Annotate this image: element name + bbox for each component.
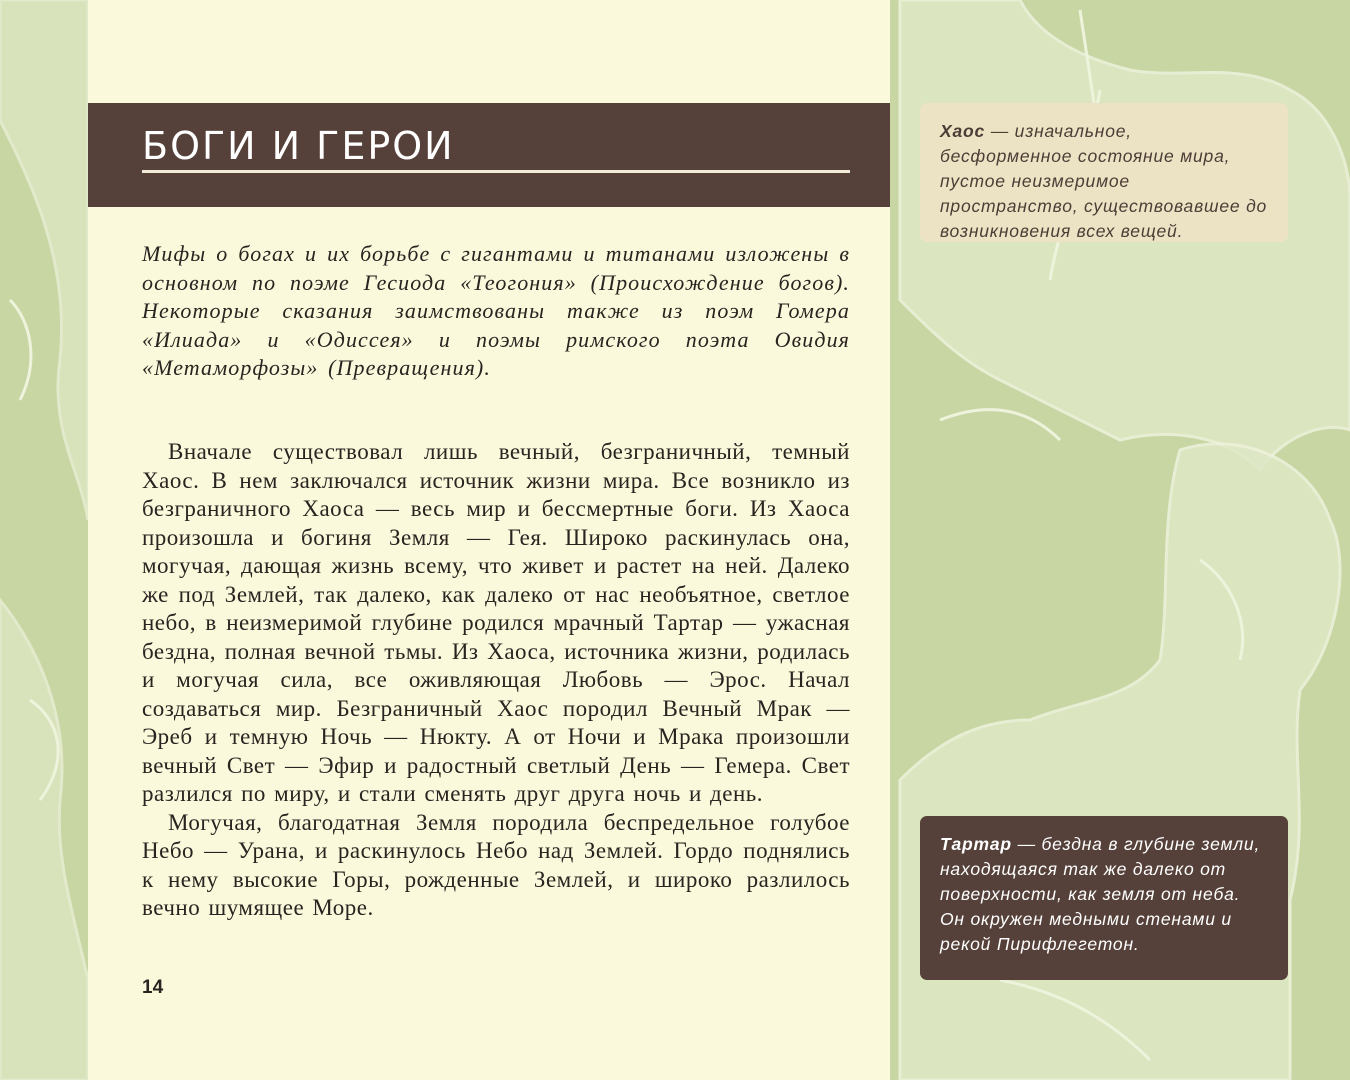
tartar-term: Тартар xyxy=(940,834,1012,854)
body-paragraph-1: Вначале существовал лишь вечный, безграничный, темный Хаос. В нем заключался источник жизни мира. Все возникло из безграничного Хаоса — весь мир и бессмертные боги. Из Хаоса произошла и богиня Земля — Гея. Широко раскинулась она, могучая, дающая жизнь всему, что живет и растет на ней. Далеко же под Землей, так далеко, как далеко от нас необъятное, светлое небо, в неизмеримой глубине родился мрачный Тартар — ужасная бездна, полная вечной тьмы. Из Хаоса, источника жизни, родилась и могучая сила, все оживляющая Любовь — Эрос. Начал создаваться мир. Безграничный Хаос породил Вечный Мрак — Эреб и темную Ночь — Нюкту. А от Ночи и Мрака произошли вечный Свет — Эфир и радостный светлый День — Гемера. Свет разлился по миру, и стали сменять друг друга ночь и день. xyxy=(142,439,850,806)
body-text xyxy=(142,438,850,923)
chaos-definition: — изначальное, бесформенное состояние мира, пустое неизмеримое пространство, существовавшее до возникновения всех вещей. xyxy=(940,121,1268,241)
intro-paragraph: Мифы о богах и их борьбе с гигантами и титанами изложены в основном по поэме Гесиода «Теогония» (Происхождение богов). Некоторые сказания заимствованы также из поэм Гомера «Илиада» и «Одиссея» и поэмы римского поэта Овидия «Метаморфозы» (Превращения). xyxy=(142,241,850,380)
chaos-definition-note xyxy=(920,103,1288,242)
tartar-definition: — бездна в глубине земли, находящаяся так же далеко от поверхности, как земля от неба. Он окружен медными стенами и рекой Пирифлегетон. xyxy=(940,834,1261,954)
chaos-term: Хаос xyxy=(940,121,986,141)
page-title: БОГИ И ГЕРОИ xyxy=(142,124,455,168)
page-number: 14 xyxy=(142,977,164,998)
tartar-definition-note xyxy=(920,816,1288,980)
body-paragraph-2: Могучая, благодатная Земля породила беспредельное голубое Небо — Урана, и раскинулось Небо над Землей. Гордо поднялись к нему высокие Горы, рожденные Землей, и широко разлилось вечно шумящее Море. xyxy=(142,809,850,920)
title-underline xyxy=(142,170,850,173)
